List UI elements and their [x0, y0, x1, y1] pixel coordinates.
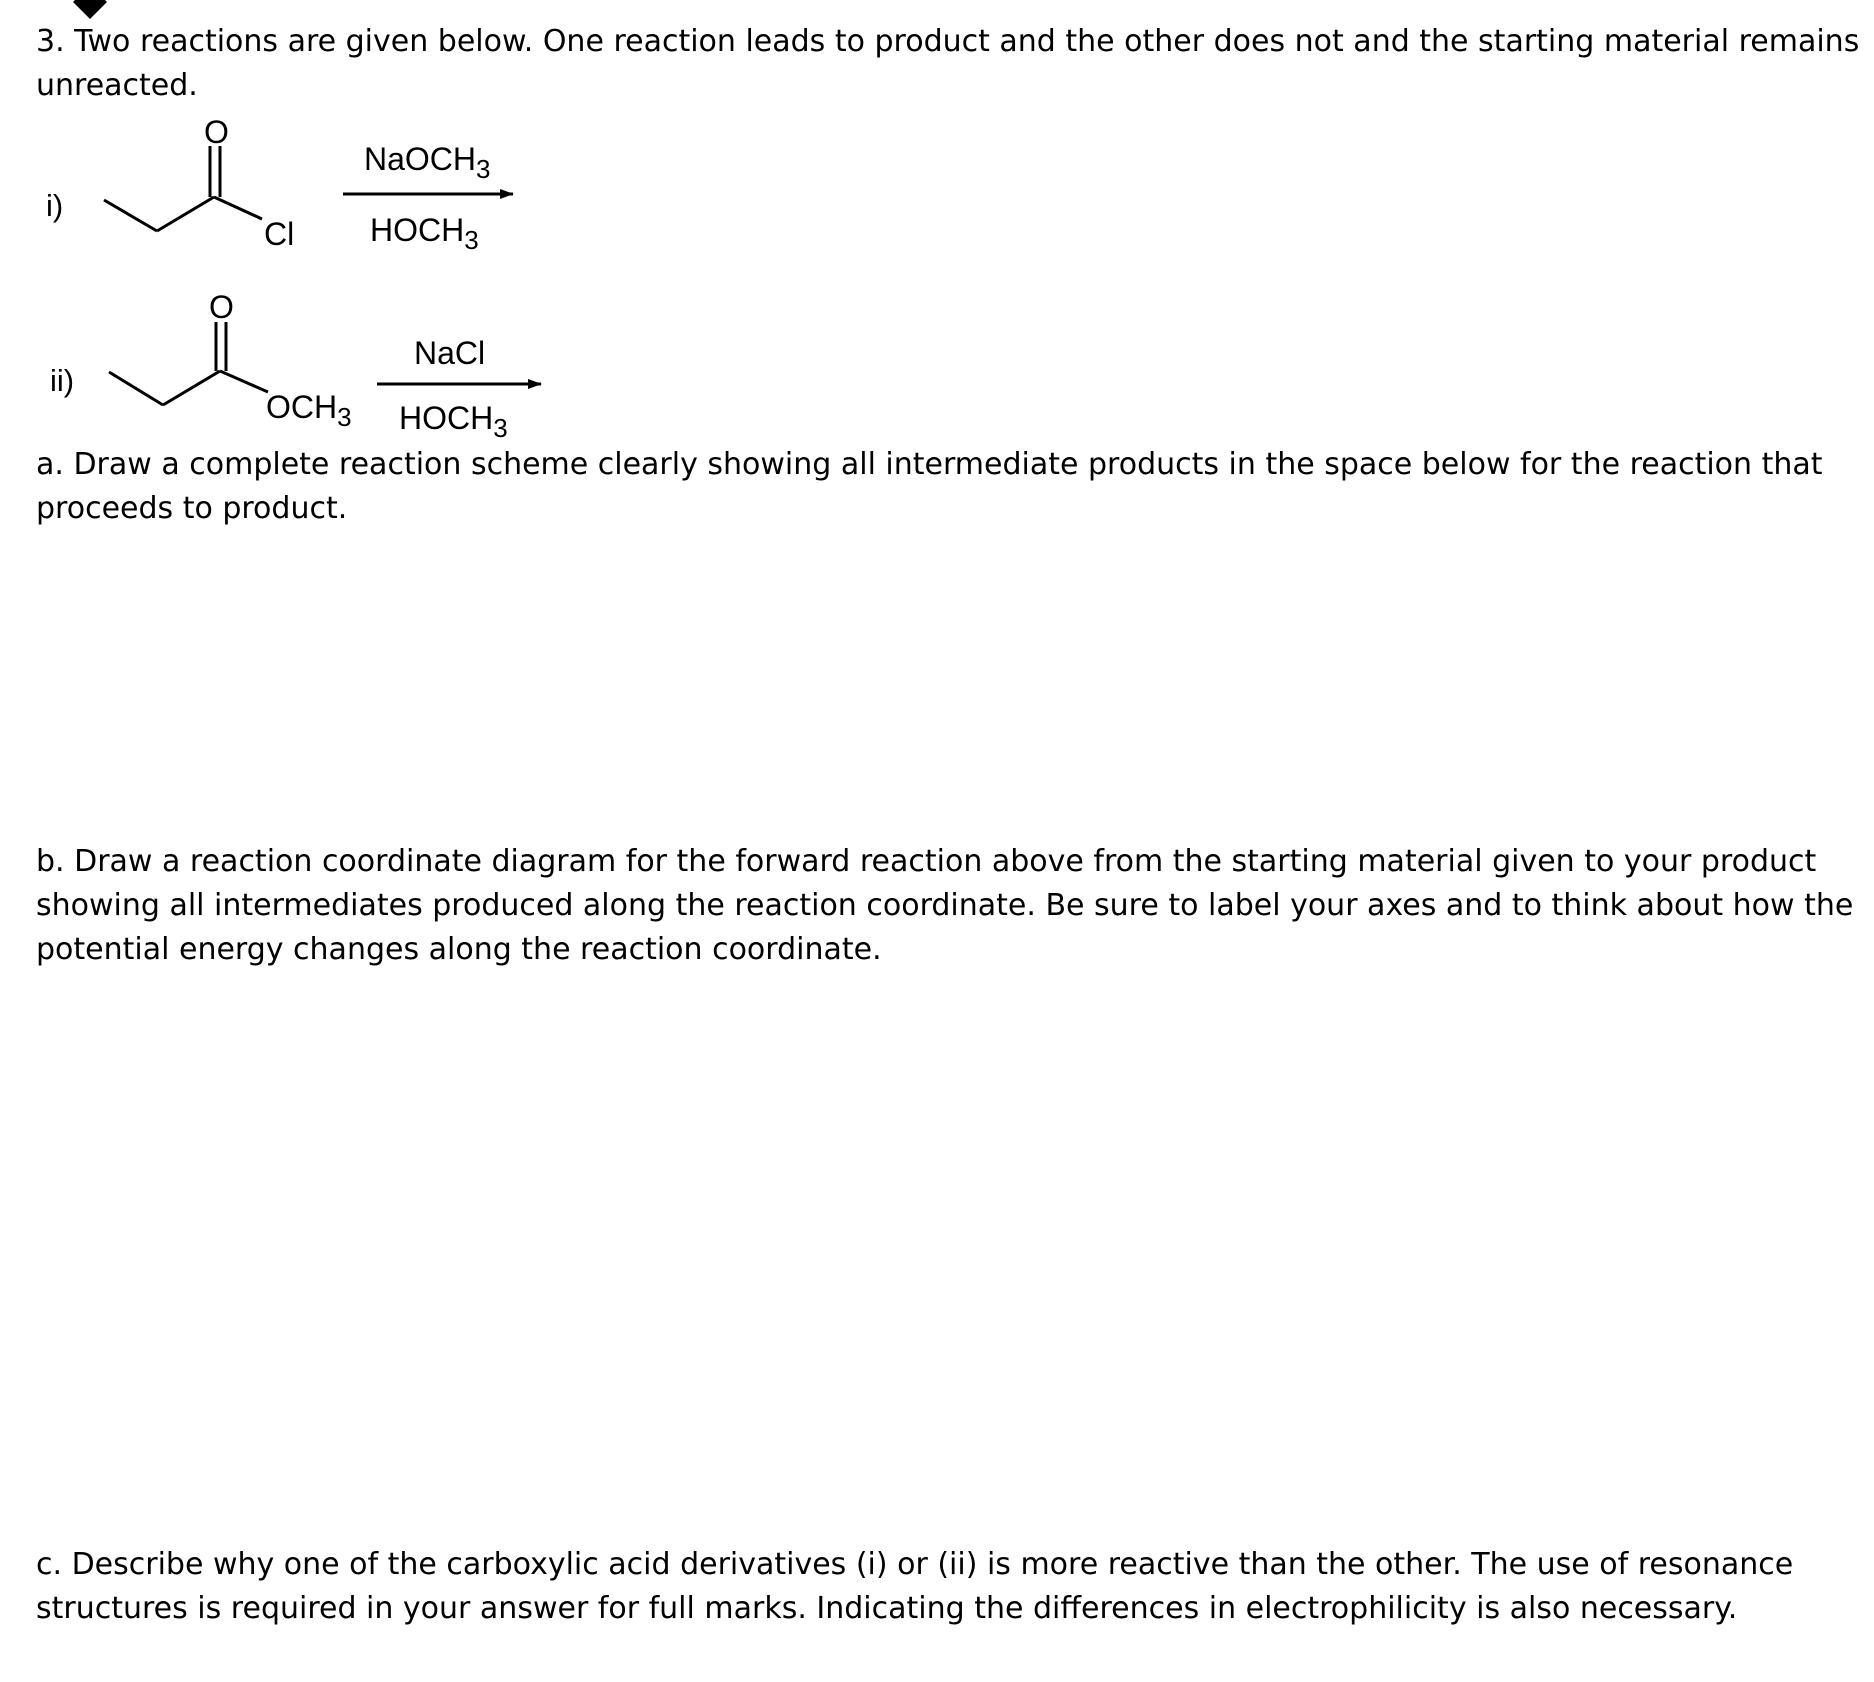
- part-a-line-2: proceeds to product.: [36, 491, 348, 526]
- intro-line-2: unreacted.: [36, 68, 198, 103]
- reaction-i-reagent-above: NaOCH$_3$: [364, 141, 491, 184]
- reaction-ii-label: ii): [50, 363, 75, 398]
- reaction-i-arrow-group: [343, 141, 513, 255]
- reaction-i-c-cl-bond: [214, 197, 262, 219]
- reaction-ii-methoxy: $OCH_3$: [266, 389, 352, 432]
- reaction-i-reagent-below: $HOCH_3$: [370, 212, 479, 255]
- part-a-line-1: a. Draw a complete reaction scheme clearly showing all intermediate products in the space below for the reaction that: [36, 447, 1823, 482]
- part-c-line-1: c. Describe why one of the carboxylic acid derivatives (i) or (ii) is more reactive than the other. The use of resonance: [36, 1547, 1794, 1582]
- reaction-ii-arrow-group: [377, 335, 541, 443]
- part-b-question: [36, 840, 1856, 972]
- reaction-i-chlorine: Cl: [264, 216, 295, 252]
- reaction-i-label: i): [46, 188, 64, 223]
- reaction-i-structure: [104, 114, 294, 252]
- part-a-question: [36, 443, 1856, 531]
- reaction-ii-structure: [109, 289, 352, 432]
- reaction-ii-c-o-bond: [220, 371, 268, 392]
- intro-line-1: 3. Two reactions are given below. One reaction leads to product and the other does not and the starting material remains: [36, 24, 1860, 59]
- reaction-ii-reagent-below: $HOCH_3$: [399, 400, 508, 443]
- reaction-i-ethyl-bond-2: [157, 197, 214, 231]
- part-b-line-3: potential energy changes along the reaction coordinate.: [36, 932, 882, 967]
- reaction-ii-ethyl-bond-2: [163, 371, 220, 405]
- reaction-i-oxygen: O: [204, 114, 229, 150]
- part-c-line-2: structures is required in your answer for full marks. Indicating the differences in electrophilicity is also necessary.: [36, 1591, 1738, 1626]
- reaction-i-ethyl-bond-1: [104, 200, 157, 231]
- reaction-ii-ethyl-bond-1: [109, 372, 163, 405]
- part-c-question: [36, 1543, 1856, 1631]
- part-b-line-1: b. Draw a reaction coordinate diagram for the forward reaction above from the starting material given to your product: [36, 844, 1817, 879]
- reaction-ii-oxygen: O: [209, 289, 234, 325]
- reaction-ii-reagent-above: NaCl: [414, 335, 486, 371]
- part-b-line-2: showing all intermediates produced along the reaction coordinate. Be sure to label your axes and to think about how the: [36, 888, 1854, 923]
